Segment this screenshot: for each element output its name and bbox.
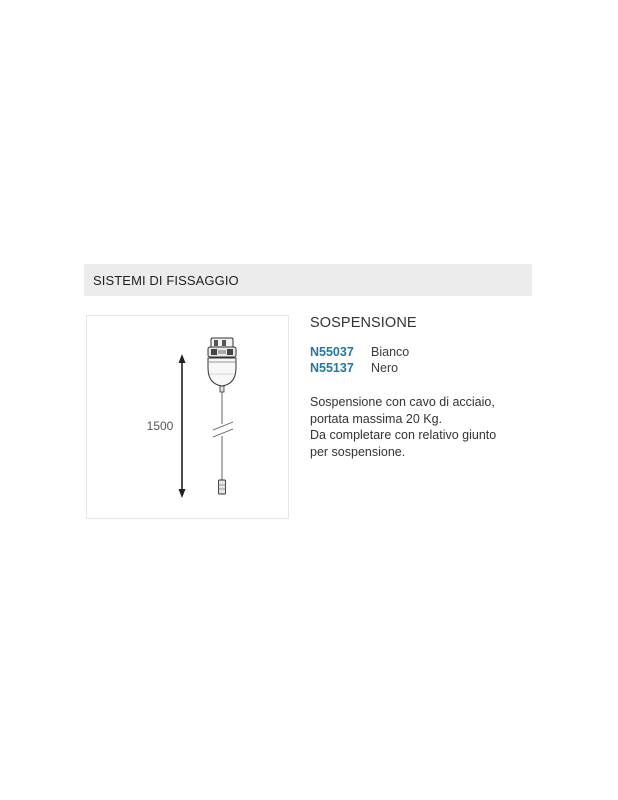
dimension-label: 1500 xyxy=(146,419,174,433)
description-line: portata massima 20 Kg. xyxy=(310,411,443,426)
canopy-icon xyxy=(208,358,236,392)
adapter-icon xyxy=(208,338,236,357)
code-row xyxy=(310,361,409,377)
product-codes xyxy=(310,345,409,377)
steel-cable xyxy=(213,392,233,481)
cable-clamp-icon xyxy=(219,480,226,494)
product-image-frame xyxy=(86,315,289,519)
dimension-arrow xyxy=(179,354,186,498)
product-description xyxy=(310,394,540,460)
description-line: Sospensione con cavo di acciaio, xyxy=(310,395,495,409)
color-name: Nero xyxy=(371,361,399,375)
description-line: per sospensione. xyxy=(310,444,406,459)
code-row xyxy=(310,345,409,361)
product-title: SOSPENSIONE xyxy=(310,315,417,331)
suspension-drawing xyxy=(87,316,287,517)
section-title: SISTEMI DI FISSAGGIO xyxy=(93,272,239,288)
section-header xyxy=(84,264,532,296)
color-name: Bianco xyxy=(371,345,410,359)
description-line: Da completare con relativo giunto xyxy=(310,428,497,442)
product-code: N55137 xyxy=(310,361,354,375)
product-code: N55037 xyxy=(310,345,354,359)
